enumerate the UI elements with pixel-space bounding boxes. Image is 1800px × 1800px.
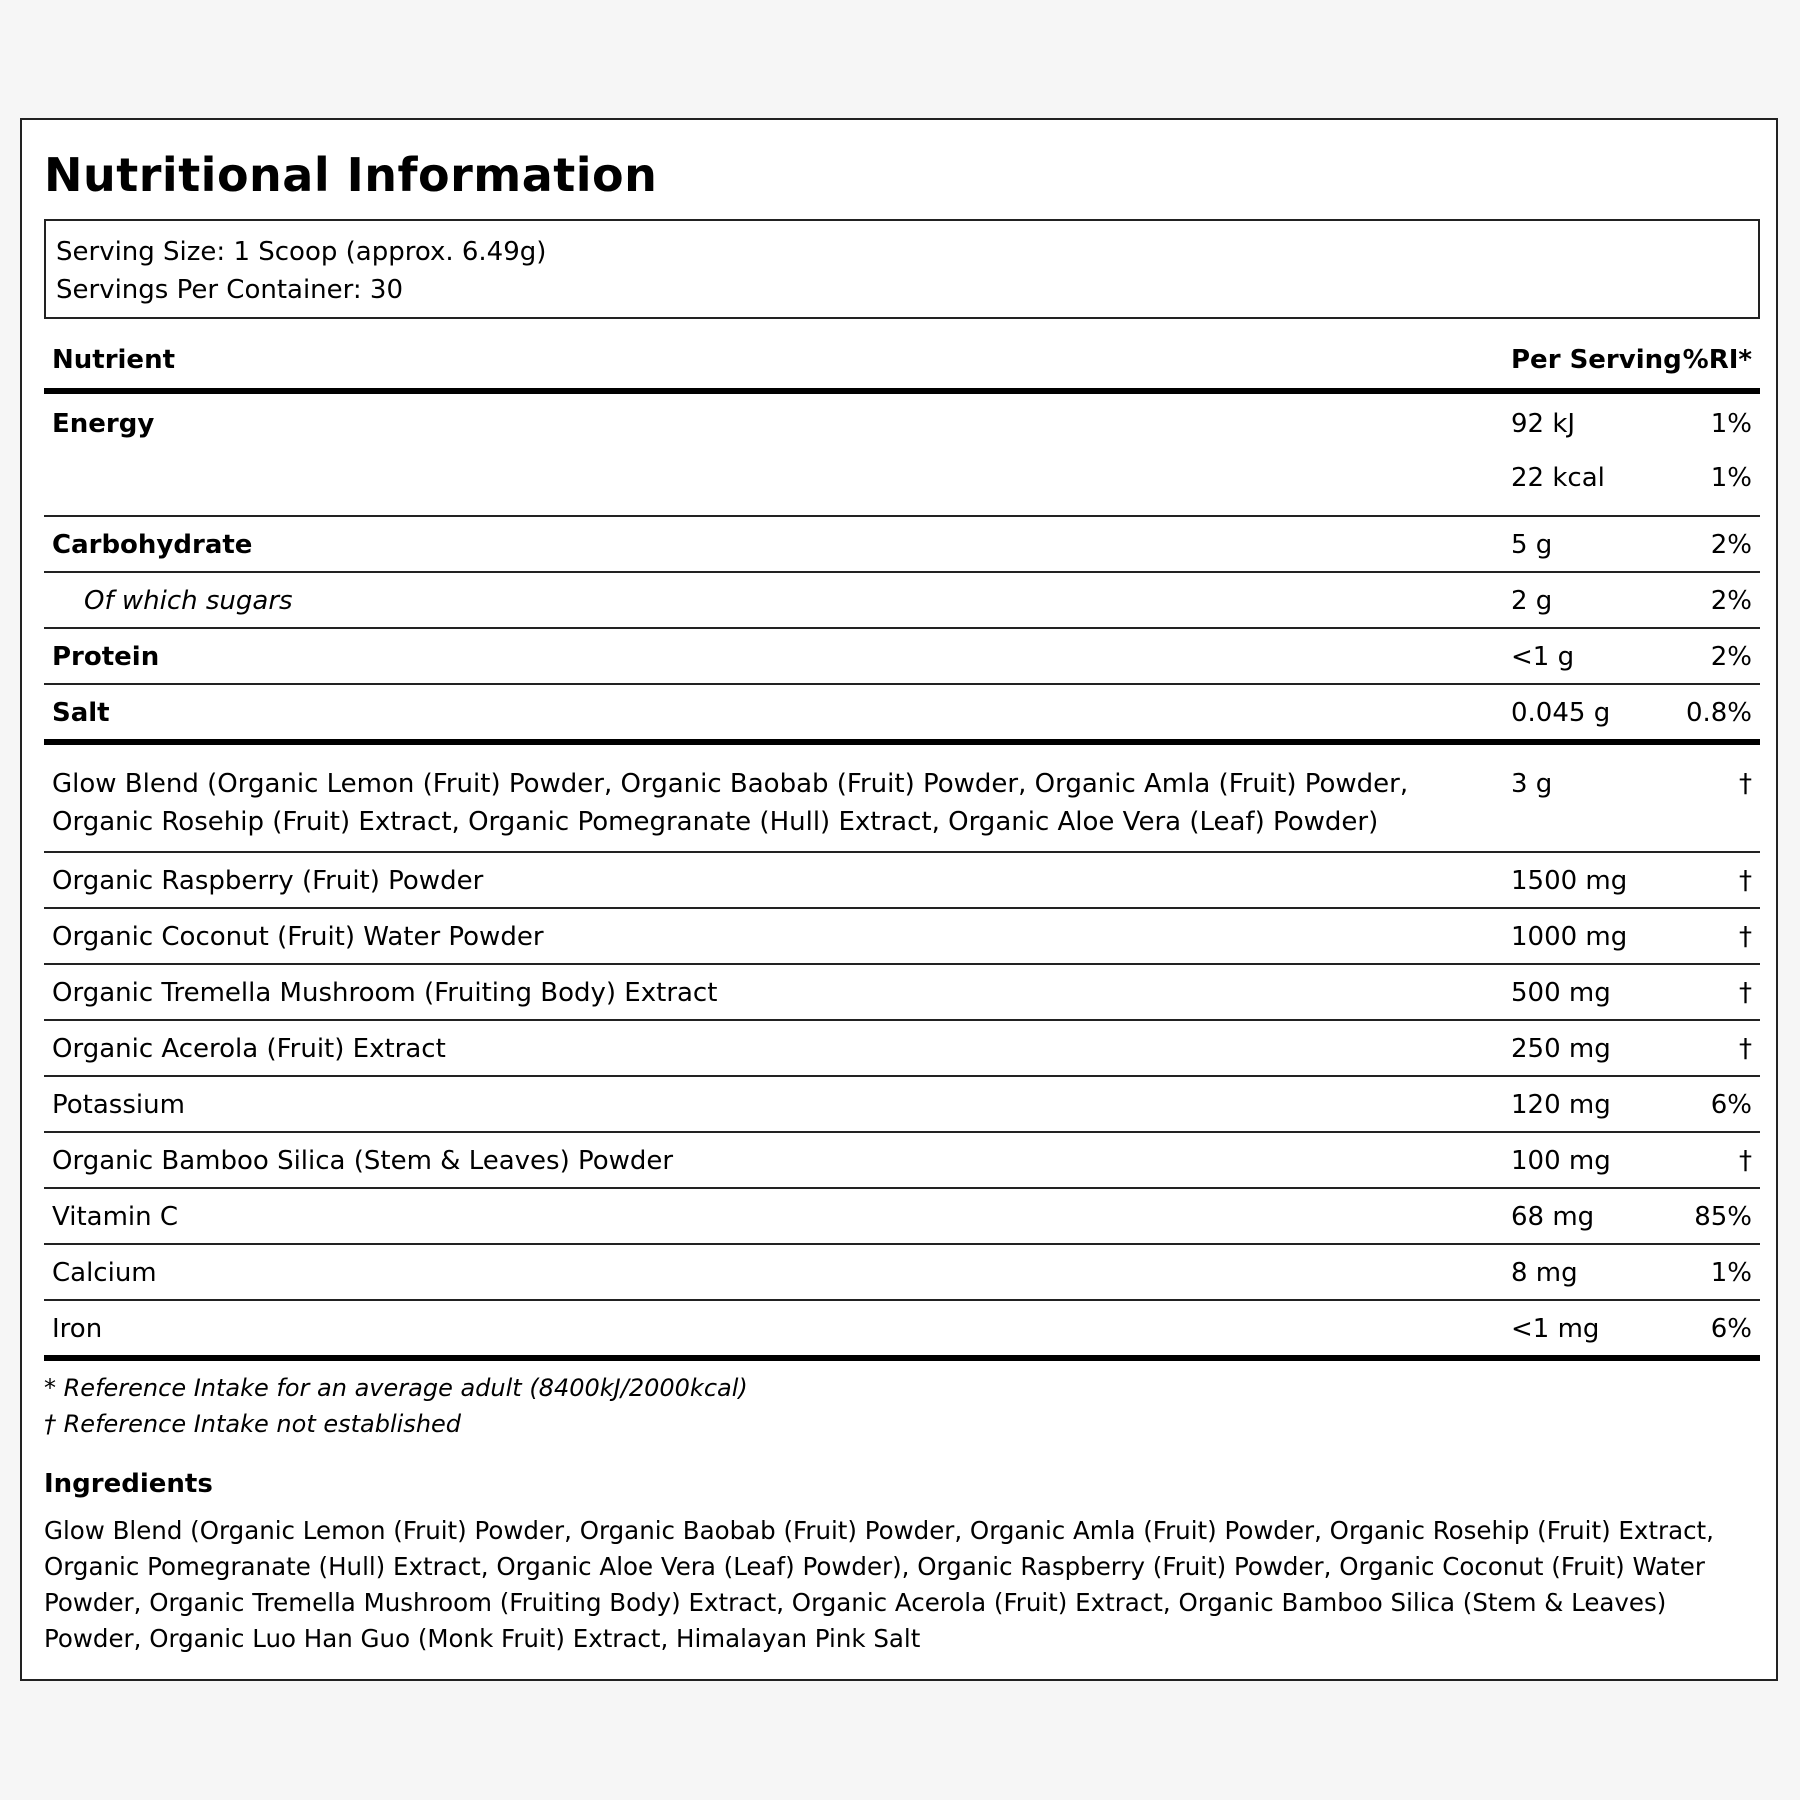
nutrient-name: Salt — [52, 698, 110, 728]
nutrient-amount: 68 mg — [1511, 1202, 1595, 1232]
table-row-glow-blend — [44, 745, 1760, 853]
nutrient-name: Iron — [52, 1314, 103, 1344]
energy-kcal-ri: 1% — [1710, 463, 1752, 493]
nutrient-amount: 5 g — [1511, 530, 1553, 560]
nutrient-name: Potassium — [52, 1090, 185, 1120]
ingredients-list: Glow Blend (Organic Lemon (Fruit) Powder, Organic Baobab (Fruit) Powder, Organic Amla (Fruit) Powder, Organic Rosehip (Fruit) Extract, Organic Pomegranate (Hull) Extract, Organic Aloe Vera (Leaf) Powder), Organic Raspberry (Fruit) Powder, Organic Coconut (Fruit) Water Powder, Organic Tremella Mushroom (Fruiting Body) Extract, Organic Acerola (Fruit) Extract, Organic Bamboo Silica (Stem & Leaves) Powder, Organic Luo Han Guo (Monk Fruit) Extract, Himalayan Pink Salt — [44, 1516, 1714, 1653]
footnote-dagger: † Reference Intake not established — [44, 1410, 462, 1438]
table-row-sugars — [44, 573, 1760, 629]
nutrient-ri: 2% — [1710, 586, 1752, 616]
nutrient-name: Glow Blend (Organic Lemon (Fruit) Powder, Organic Baobab (Fruit) Powder, Organic Amla (Fruit) Powder, Organic Rosehip (Fruit) Extract, Organic Pomegranate (Hull) Extract, Organic Aloe Vera (Leaf) Powder) — [52, 769, 1409, 837]
nutrient-amount: 8 mg — [1511, 1258, 1578, 1288]
nutrient-ri: 0.8% — [1685, 698, 1752, 728]
nutrient-ri: 6% — [1710, 1314, 1752, 1344]
servings-per-container: Servings Per Container: 30 — [56, 275, 404, 305]
nutrient-name: Organic Raspberry (Fruit) Powder — [52, 866, 484, 896]
nutrient-amount: 1500 mg — [1511, 866, 1628, 896]
nutrient-name: Energy — [52, 409, 155, 439]
nutrient-name: Protein — [52, 642, 160, 672]
table-row-iron — [44, 1301, 1760, 1361]
nutrient-ri: † — [1739, 922, 1752, 952]
nutrient-ri: † — [1739, 978, 1752, 1008]
nutrient-name: Organic Coconut (Fruit) Water Powder — [52, 922, 544, 952]
serving-size: Serving Size: 1 Scoop (approx. 6.49g) — [56, 237, 547, 267]
ingredients-heading: Ingredients — [44, 1469, 213, 1499]
nutrient-ri: 2% — [1710, 530, 1752, 560]
table-row-protein — [44, 629, 1760, 685]
nutrient-name: Vitamin C — [52, 1202, 179, 1232]
energy-kj-ri: 1% — [1710, 409, 1752, 439]
nutrient-amount: 120 mg — [1511, 1090, 1611, 1120]
nutrient-ri: 85% — [1694, 1202, 1752, 1232]
nutrient-name: Of which sugars — [84, 586, 293, 616]
nutrient-amount: 500 mg — [1511, 978, 1611, 1008]
nutrient-ri: † — [1739, 1146, 1752, 1176]
table-row-calcium — [44, 1245, 1760, 1301]
nutrient-name: Organic Tremella Mushroom (Fruiting Body) Extract — [52, 978, 718, 1008]
table-row-tremella — [44, 965, 1760, 1021]
energy-kcal: 22 kcal — [1511, 463, 1605, 493]
nutrient-amount: 1000 mg — [1511, 922, 1628, 952]
nutrient-name: Carbohydrate — [52, 530, 253, 560]
nutrient-amount: 100 mg — [1511, 1146, 1611, 1176]
nutrient-ri: † — [1739, 769, 1752, 799]
nutrient-amount: 3 g — [1511, 769, 1553, 799]
nutrition-table — [44, 341, 1760, 1361]
table-row-coconut — [44, 909, 1760, 965]
nutrient-amount: 250 mg — [1511, 1034, 1611, 1064]
table-row-energy — [44, 394, 1760, 517]
nutrient-amount: 0.045 g — [1511, 698, 1611, 728]
nutrient-amount: 2 g — [1511, 586, 1553, 616]
serving-info-box — [44, 219, 1760, 319]
nutrition-panel — [20, 118, 1778, 1681]
header-nutrient: Nutrient — [52, 345, 176, 375]
table-row-salt — [44, 685, 1760, 745]
table-row-bamboo — [44, 1133, 1760, 1189]
nutrient-name: Organic Bamboo Silica (Stem & Leaves) Powder — [52, 1146, 674, 1176]
energy-kj: 92 kJ — [1511, 409, 1576, 439]
nutrient-name: Calcium — [52, 1258, 157, 1288]
table-row-vitamin-c — [44, 1189, 1760, 1245]
table-row-carbohydrate — [44, 517, 1760, 573]
header-per-serving: Per Serving — [1511, 345, 1682, 375]
table-header-row — [44, 341, 1760, 394]
table-row-raspberry — [44, 853, 1760, 909]
table-row-acerola — [44, 1021, 1760, 1077]
nutrient-amount: <1 g — [1511, 642, 1575, 672]
nutrient-ri: † — [1739, 1034, 1752, 1064]
page-title: Nutritional Information — [44, 148, 658, 202]
nutrient-ri: † — [1739, 866, 1752, 896]
header-ri: %RI* — [1682, 345, 1752, 375]
footnotes — [44, 1370, 748, 1442]
nutrient-ri: 1% — [1710, 1258, 1752, 1288]
nutrient-amount: <1 mg — [1511, 1314, 1600, 1344]
footnote-ri: * Reference Intake for an average adult (8400kJ/2000kcal) — [44, 1374, 748, 1402]
nutrient-name: Organic Acerola (Fruit) Extract — [52, 1034, 446, 1064]
nutrient-ri: 2% — [1710, 642, 1752, 672]
table-row-potassium — [44, 1077, 1760, 1133]
nutrient-ri: 6% — [1710, 1090, 1752, 1120]
